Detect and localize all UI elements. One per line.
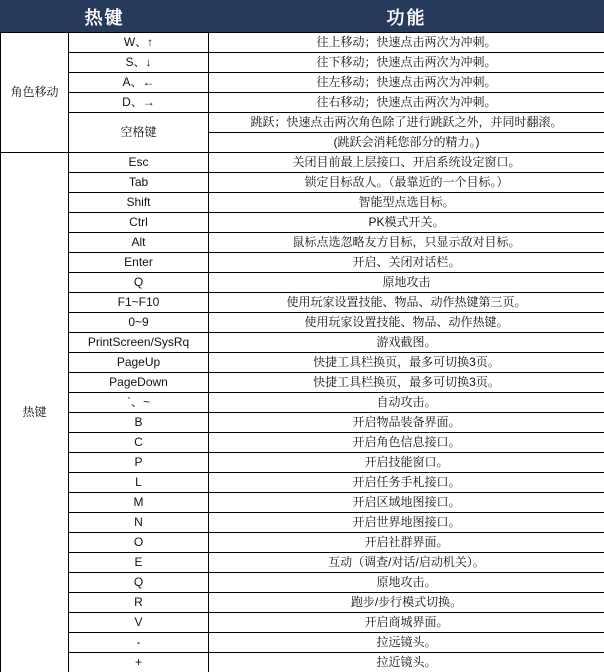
function-cell: 跳跃；快速点击两次角色除了进行跳跃之外，并同时翻滚。 [209, 113, 604, 133]
key-cell: PageUp [69, 353, 209, 373]
table-row [1, 493, 604, 513]
section-label: 热键 [1, 153, 69, 672]
table-row [1, 193, 604, 213]
function-cell: 开启、关闭对话栏。 [209, 253, 604, 273]
function-cell: 往下移动；快速点击两次为冲刺。 [209, 53, 604, 73]
key-cell: R [69, 593, 209, 613]
key-cell: O [69, 533, 209, 553]
function-cell: 往上移动；快速点击两次为冲刺。 [209, 33, 604, 53]
function-cell: 拉近镜头。 [209, 653, 604, 672]
table-row [1, 333, 604, 353]
function-cell: 锁定目标敌人。（最靠近的一个目标。） [209, 173, 604, 193]
table-row [1, 633, 604, 653]
table-header-row [1, 1, 604, 33]
function-cell: 开启角色信息接口。 [209, 433, 604, 453]
key-cell: C [69, 433, 209, 453]
key-cell: PrintScreen/SysRq [69, 333, 209, 353]
key-cell: Q [69, 573, 209, 593]
function-cell: 使用玩家设置技能、物品、动作热键。 [209, 313, 604, 333]
function-cell: 快捷工具栏换页，最多可切换3页。 [209, 353, 604, 373]
table-row [1, 453, 604, 473]
table-row [1, 93, 604, 113]
function-cell: 鼠标点选忽略友方目标，只显示敌对目标。 [209, 233, 604, 253]
function-cell: 开启任务手札接口。 [209, 473, 604, 493]
function-cell: 关闭目前最上层接口、开启系统设定窗口。 [209, 153, 604, 173]
table-row [1, 433, 604, 453]
function-cell: 开启社群界面。 [209, 533, 604, 553]
key-cell: L [69, 473, 209, 493]
table-row [1, 473, 604, 493]
key-cell: Esc [69, 153, 209, 173]
table-row [1, 613, 604, 633]
key-cell: B [69, 413, 209, 433]
table-row [1, 73, 604, 93]
table-row [1, 293, 604, 313]
table-row [1, 393, 604, 413]
header-function-column: 功能 [209, 1, 604, 33]
function-cell: 快捷工具栏换页，最多可切换3页。 [209, 373, 604, 393]
function-cell: 使用玩家设置技能、物品、动作热键第三页。 [209, 293, 604, 313]
key-cell: A、← [69, 73, 209, 93]
table-row [1, 513, 604, 533]
key-cell: W、↑ [69, 33, 209, 53]
function-cell: 原地攻击。 [209, 573, 604, 593]
table-row [1, 173, 604, 193]
section-label: 角色移动 [1, 33, 69, 153]
key-cell: + [69, 653, 209, 672]
table-row [1, 533, 604, 553]
function-cell: (跳跃会消耗您部分的精力。) [209, 133, 604, 153]
key-cell: S、↓ [69, 53, 209, 73]
table-row [1, 233, 604, 253]
table-row [1, 573, 604, 593]
function-cell: 开启技能窗口。 [209, 453, 604, 473]
table-row [1, 253, 604, 273]
function-cell: 开启物品装备界面。 [209, 413, 604, 433]
table-row [1, 353, 604, 373]
table-row [1, 653, 604, 672]
table-row [1, 33, 604, 53]
header-hotkey-column: 热键 [1, 1, 209, 33]
function-cell: 拉远镜头。 [209, 633, 604, 653]
table-row [1, 593, 604, 613]
key-cell: V [69, 613, 209, 633]
function-cell: 智能型点选目标。 [209, 193, 604, 213]
key-cell: 空格键 [69, 113, 209, 153]
function-cell: 游戏截图。 [209, 333, 604, 353]
function-cell: PK模式开关。 [209, 213, 604, 233]
key-cell: Ctrl [69, 213, 209, 233]
function-cell: 互动（调查/对话/启动机关）。 [209, 553, 604, 573]
key-cell: Shift [69, 193, 209, 213]
table-body [1, 33, 604, 672]
key-cell: M [69, 493, 209, 513]
function-cell: 自动攻击。 [209, 393, 604, 413]
key-cell: Tab [69, 173, 209, 193]
key-cell: Q [69, 273, 209, 293]
key-cell: Alt [69, 233, 209, 253]
table-row [1, 113, 604, 133]
key-cell: D、→ [69, 93, 209, 113]
key-cell: PageDown [69, 373, 209, 393]
table-row [1, 373, 604, 393]
function-cell: 跑步/步行模式切换。 [209, 593, 604, 613]
key-cell: P [69, 453, 209, 473]
table-row [1, 153, 604, 173]
table-row [1, 213, 604, 233]
table-row [1, 273, 604, 293]
table-row [1, 413, 604, 433]
key-cell: `、~ [69, 393, 209, 413]
table-row [1, 313, 604, 333]
table-row [1, 53, 604, 73]
key-cell: N [69, 513, 209, 533]
table-row [1, 553, 604, 573]
key-cell: Enter [69, 253, 209, 273]
function-cell: 开启商城界面。 [209, 613, 604, 633]
key-cell: E [69, 553, 209, 573]
function-cell: 原地攻击 [209, 273, 604, 293]
function-cell: 往右移动；快速点击两次为冲刺。 [209, 93, 604, 113]
function-cell: 往左移动；快速点击两次为冲刺。 [209, 73, 604, 93]
function-cell: 开启世界地图接口。 [209, 513, 604, 533]
key-cell: 0~9 [69, 313, 209, 333]
function-cell: 开启区域地图接口。 [209, 493, 604, 513]
key-cell: F1~F10 [69, 293, 209, 313]
key-cell: - [69, 633, 209, 653]
